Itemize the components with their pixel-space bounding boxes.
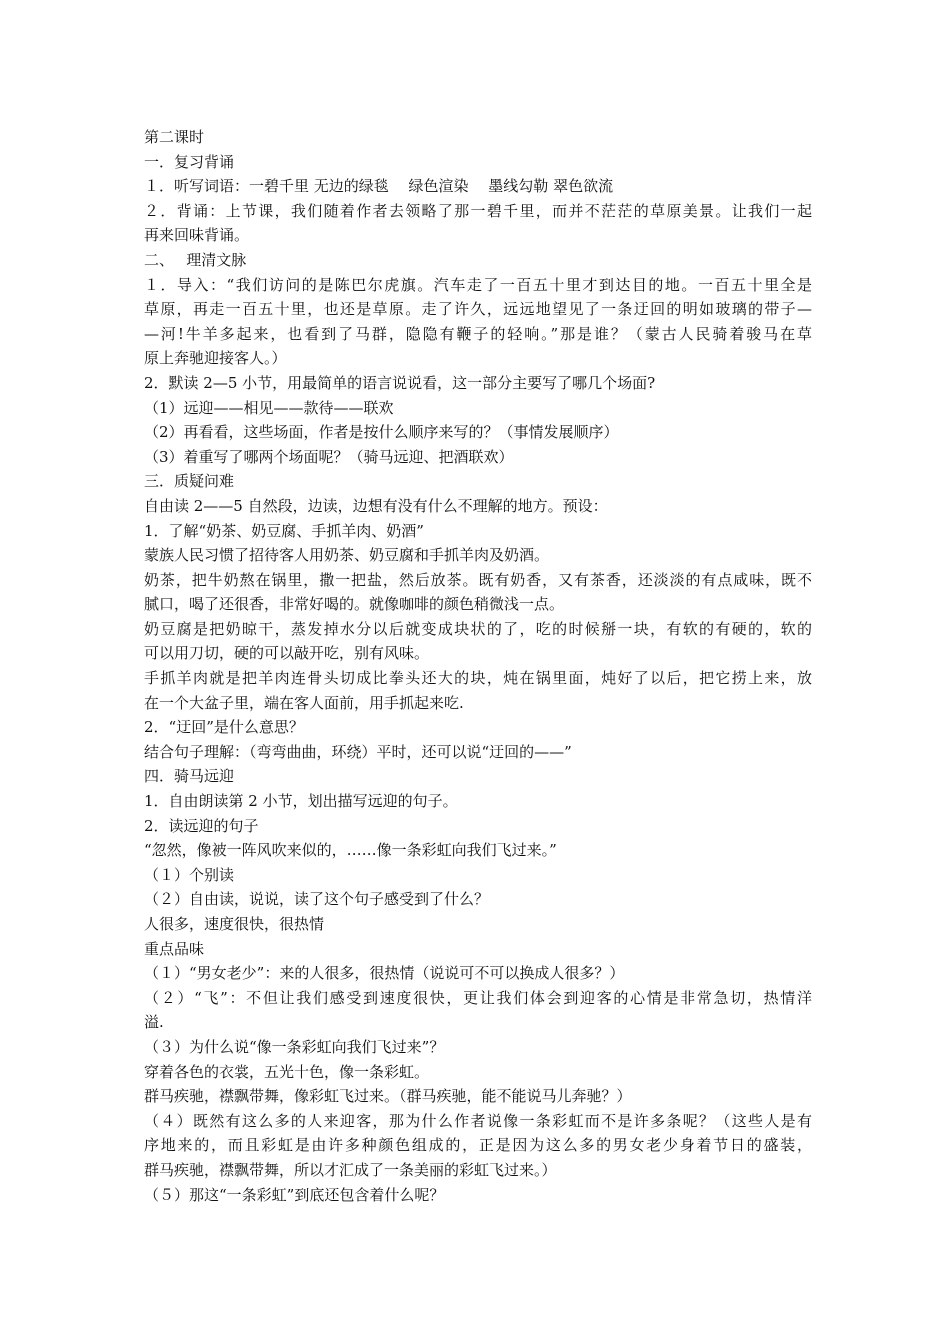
- text-line: （２）自由读，说说，读了这个句子感受到了什么？: [144, 890, 490, 909]
- text-line: 可以用刀切，硬的可以敲开吃，别有风味。: [144, 644, 430, 663]
- text-line: １．听写词语：一碧千里 无边的绿毯 绿色渲染 墨线勾勒 翠色欲流: [144, 177, 614, 196]
- text-line: 第二课时: [144, 128, 205, 146]
- text-line: 腻口，喝了还很香，非常好喝的。就像咖啡的颜色稍微浅一点。: [144, 595, 565, 614]
- text-line: —河!牛羊多起来，也看到了马群，隐隐有鞭子的轻响。”那是谁？（蒙古人民骑着骏马在草: [144, 324, 812, 343]
- text-line: “忽然，像被一阵风吹来似的，……像一条彩虹向我们飞过来。”: [144, 841, 557, 860]
- text-line: （１）个别读: [144, 865, 235, 884]
- text-line: （1）远迎——相见——款待——联欢: [144, 398, 394, 417]
- text-line: 手抓羊肉就是把羊肉连骨头切成比拳头还大的块，炖在锅里面，炖好了以后，把它捞上来，放: [144, 669, 812, 688]
- text-line: 1．自由朗读第 2 小节，划出描写远迎的句子。: [144, 792, 458, 811]
- text-line: （3）着重写了哪两个场面呢？（骑马远迎、把酒联欢）: [144, 447, 514, 466]
- text-line: １．导入：“我们访问的是陈巴尔虎旗。汽车走了一百五十里才到达目的地。一百五十里全是: [144, 275, 812, 294]
- text-line: 草原，再走一百五十里，也还是草原。走了许久，远远地望见了一条迂回的明如玻璃的带子—: [144, 300, 812, 319]
- text-line: 三．质疑问难: [144, 472, 235, 491]
- text-line: ２．背诵：上节课，我们随着作者去领略了那一碧千里，而并不茫茫的草原美景。让我们一起: [144, 201, 812, 220]
- text-line: （２）“飞”：不但让我们感受到速度很快，更让我们体会到迎客的心情是非常急切，热情洋: [144, 988, 812, 1007]
- text-line: 重点品味: [144, 939, 205, 958]
- text-line: 群马疾驰，襟飘带舞，像彩虹飞过来。（群马疾驰，能不能说马儿奔驰？）: [144, 1087, 632, 1106]
- text-line: 二、 理清文脉: [144, 250, 247, 269]
- text-line: （３）为什么说“像一条彩虹向我们飞过来”？: [144, 1037, 445, 1056]
- text-line: 2．读远迎的句子: [144, 816, 259, 835]
- text-line: 人很多，速度很快，很热情: [144, 915, 325, 933]
- document-page: [144, 125, 812, 1207]
- text-line: （４）既然有这么多的人来迎客，那为什么作者说像一条彩虹而不是许多条呢？（这些人是有: [144, 1111, 812, 1130]
- text-line: 2．默读 2—5 小节，用最简单的语言说说看，这一部分主要写了哪几个场面?: [144, 373, 656, 392]
- text-line: 结合句子理解：（弯弯曲曲，环绕）平时，还可以说“迂回的——”: [144, 742, 572, 761]
- text-line: 四．骑马远迎: [144, 767, 235, 786]
- text-line: （１）“男女老少”：来的人很多，很热情（说说可不可以换成人很多？）: [144, 964, 625, 983]
- text-line: （2）再看看，这些场面，作者是按什么顺序来写的？（事情发展顺序）: [144, 423, 619, 442]
- text-line: 再来回味背诵。: [144, 226, 250, 245]
- text-line: 2．“迂回”是什么意思？: [144, 718, 304, 737]
- text-line: 奶豆腐是把奶晾干，蒸发掉水分以后就变成块状的了，吃的时候掰一块，有软的有硬的，软的: [144, 619, 812, 638]
- text-line: （５）那这“一条彩虹”到底还包含着什么呢？: [144, 1185, 445, 1204]
- text-line: 自由读 2——5 自然段，边读，边想有没有什么不理解的地方。预设：: [144, 496, 608, 515]
- text-line: 序地来的，而且彩虹是由许多种颜色组成的，正是因为这么多的男女老少身着节日的盛装，: [144, 1136, 812, 1155]
- text-line: 溢.: [144, 1013, 164, 1032]
- text-line: 原上奔驰迎接客人。）: [144, 349, 287, 368]
- text-line: 一．复习背诵: [144, 152, 235, 171]
- text-line: 1．了解“奶茶、奶豆腐、手抓羊肉、奶酒”: [144, 521, 424, 540]
- text-line: 穿着各色的衣裳，五光十色，像一条彩虹。: [144, 1062, 430, 1081]
- text-line: 蒙族人民习惯了招待客人用奶茶、奶豆腐和手抓羊肉及奶酒。: [144, 546, 550, 565]
- text-line: 群马疾驰，襟飘带舞，所以才汇成了一条美丽的彩虹飞过来。）: [144, 1160, 557, 1179]
- text-line: 在一个大盆子里，端在客人面前，用手抓起来吃.: [144, 693, 464, 712]
- text-line: 奶茶，把牛奶熬在锅里，撒一把盐，然后放茶。既有奶香，又有茶香，还淡淡的有点咸味，既不: [144, 570, 812, 589]
